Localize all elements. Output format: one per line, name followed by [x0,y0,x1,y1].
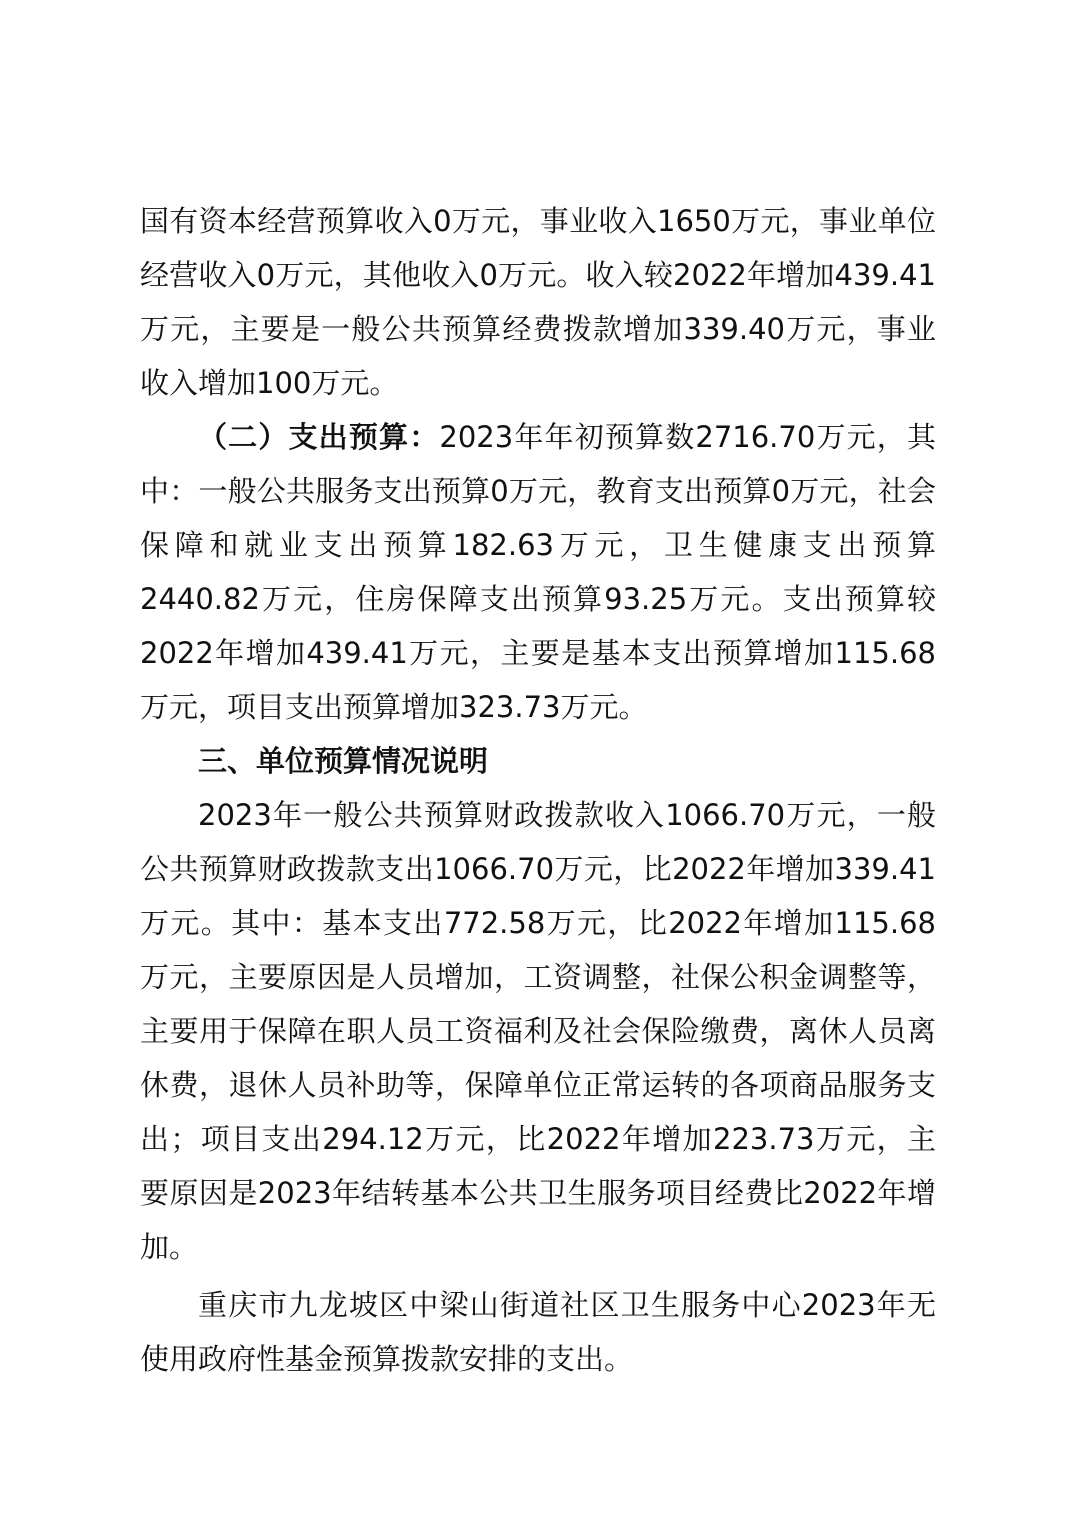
expenditure-budget-paragraph [140,410,936,734]
general-budget-paragraph: 2023年一般公共预算财政拨款收入1066.70万元，一般公共预算财政拨款支出1066.70万元，比2022年增加339.41万元。其中：基本支出772.58万元，比2022年增加115.68万元，主要原因是人员增加，工资调整，社保公积金调整等，主要用于保障在职人员工资福利及社会保险缴费，离休人员离休费，退休人员补助等，保障单位正常运转的各项商品服务支出；项目支出294.12万元，比2022年增加223.73万元，主要原因是2023年结转基本公共卫生服务项目经费比2022年增加。 [140,798,936,1264]
document-page [140,194,936,1386]
expenditure-budget-lead: （二）支出预算： [198,420,440,454]
income-continuation-paragraph: 国有资本经营预算收入0万元，事业收入1650万元，事业单位经营收入0万元，其他收入0万元。收入较2022年增加439.41万元，主要是一般公共预算经费拨款增加339.40万元，事业收入增加100万元。 [140,204,936,400]
government-fund-paragraph: 重庆市九龙坡区中梁山街道社区卫生服务中心2023年无使用政府性基金预算拨款安排的支出。 [140,1288,936,1376]
section-heading-unit-budget: 三、单位预算情况说明 [198,744,489,778]
expenditure-budget-body: 2023年年初预算数2716.70万元，其中：一般公共服务支出预算0万元，教育支出预算0万元，社会保障和就业支出预算182.63万元，卫生健康支出预算2440.82万元，住房保障支出预算93.25万元。支出预算较2022年增加439.41万元，主要是基本支出预算增加115.68万元，项目支出预算增加323.73万元。 [140,420,936,724]
